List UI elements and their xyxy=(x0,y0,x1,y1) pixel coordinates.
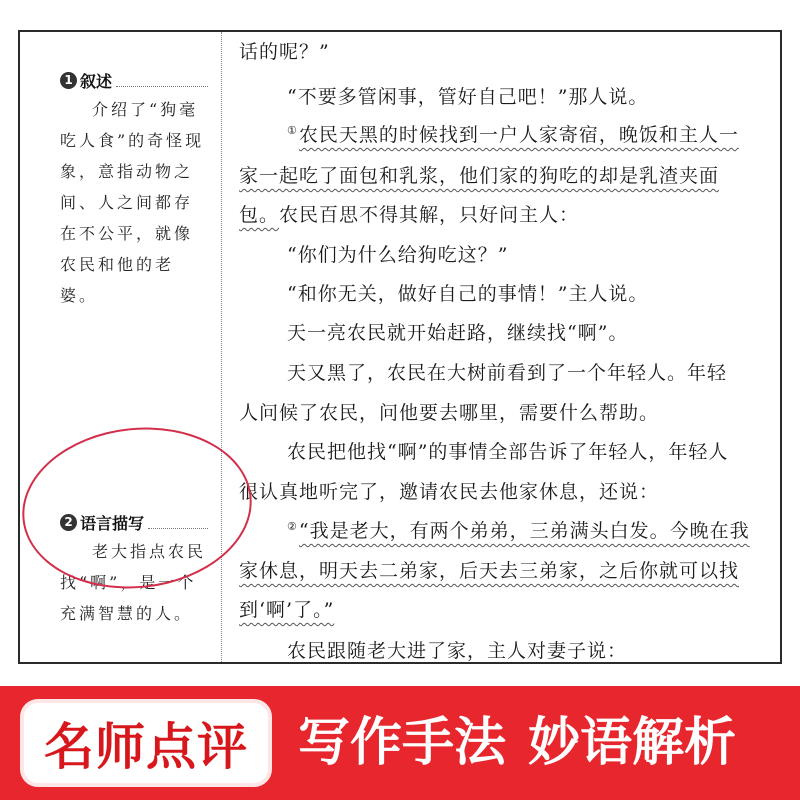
margin-divider xyxy=(221,32,223,662)
note-number-badge: 1 xyxy=(60,72,77,89)
teacher-review-badge: 名师点评 xyxy=(20,699,272,787)
side-note-narration xyxy=(60,66,210,311)
wavy-underlined-text: 家休息，明天去二弟家，后天去三弟家，之后你就可以找 xyxy=(239,560,740,582)
text-line: 农民把他找“啊”的事情全部告诉了年轻人，年轻人 xyxy=(287,441,729,463)
text-line: “和你无关，做好自己的事情！”主人说。 xyxy=(287,283,649,305)
text-line: “你们为什么给狗吃这？” xyxy=(287,244,509,266)
text-line: 天一亮农民就开始赶路，继续找“啊”。 xyxy=(287,322,629,344)
wavy-underlined-text: 到‘啊’了。” xyxy=(239,599,335,621)
wavy-underlined-text: “我是老大，有两个弟弟，三弟满头白发。今晚在我 xyxy=(298,520,750,542)
text-line: 天又黑了，农民在大树前看到了一个年轻人。年轻 xyxy=(287,362,728,384)
text-line-annotated xyxy=(239,161,719,191)
text-line: 农民跟随老大进了家，主人对妻子说： xyxy=(287,640,628,662)
text-line: “不要多管闲事，管好自己吧！”那人说。 xyxy=(287,86,649,108)
slogan-writing-techniques: 写作手法 xyxy=(298,713,507,773)
wavy-underlined-text: 包。 xyxy=(239,204,280,226)
text-line: 人问候了农民，问他要去哪里，需要什么帮助。 xyxy=(239,402,660,424)
slogan-phrase-analysis: 妙语解析 xyxy=(528,713,737,773)
side-note-header xyxy=(60,66,210,94)
wavy-underlined-text: 农民天黑的时候找到一户人家寄宿，晚饭和主人一 xyxy=(298,124,739,146)
note-title: 叙述 xyxy=(80,71,113,91)
text-line-annotated xyxy=(239,595,334,625)
note-title: 语言描写 xyxy=(80,513,145,533)
plain-text: 农民百思不得其解，只好问主人： xyxy=(279,204,580,226)
text-line: 话的呢？” xyxy=(239,41,330,63)
annotation-marker: ② xyxy=(287,519,298,533)
note-body: 介绍了“狗毫吃人食”的奇怪现象，意指动物之间、人之间都存在不公平，就像农民和他的老婆。 xyxy=(60,100,205,305)
text-line-annotated xyxy=(239,556,739,586)
note-body: 老大指点农民找“啊”，是一个充满智慧的人。 xyxy=(60,542,207,623)
dotted-leader xyxy=(116,74,208,87)
banner-slogan xyxy=(298,702,736,784)
note-number-badge: 2 xyxy=(60,514,77,531)
text-line-annotated xyxy=(287,516,750,546)
text-line: 很认真地听完了，邀请农民去他家休息，还说： xyxy=(239,481,660,503)
annotation-marker: ① xyxy=(287,123,298,137)
text-line xyxy=(239,200,579,230)
text-line-annotated xyxy=(287,120,739,150)
wavy-underlined-text: 家一起吃了面包和乳浆，他们家的狗吃的却是乳渣夹面 xyxy=(239,165,720,187)
